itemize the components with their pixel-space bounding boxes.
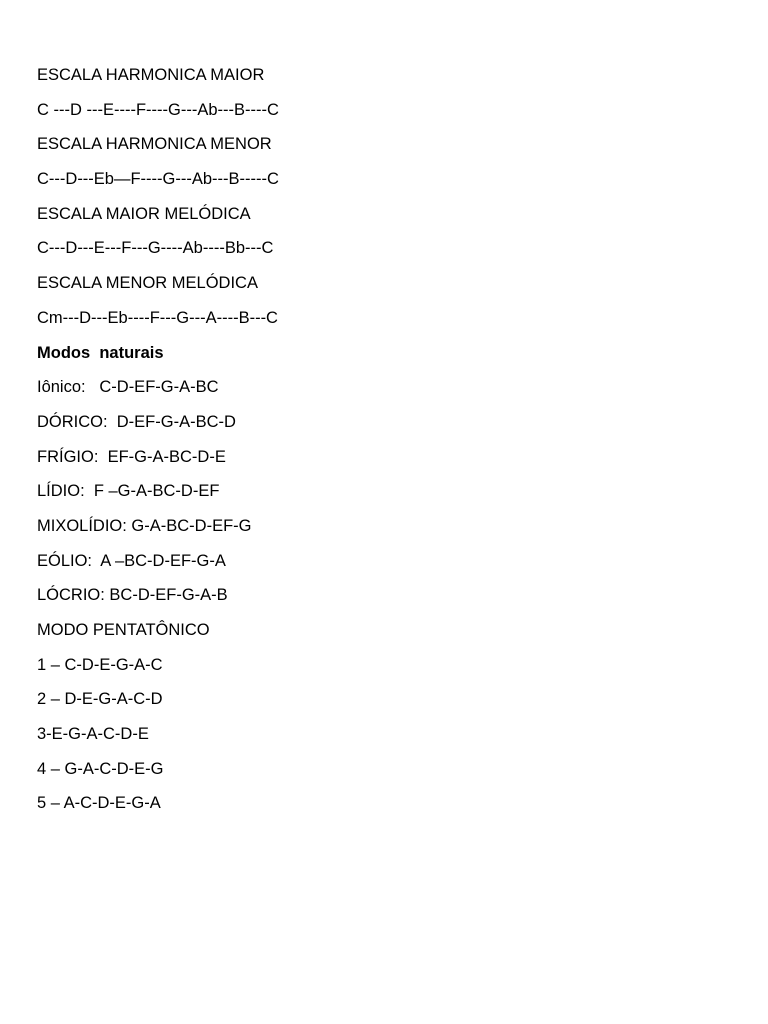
mode-ionico: Iônico: C-D-EF-G-A-BC (37, 378, 219, 397)
scale-notes-harmonica-menor: C---D---Eb—F----G---Ab---B-----C (37, 170, 279, 189)
pentatonic-3: 3-E-G-A-C-D-E (37, 725, 149, 744)
heading-escala-maior-melodica: ESCALA MAIOR MELÓDICA (37, 204, 251, 223)
pentatonic-5: 5 – A-C-D-E-G-A (37, 794, 161, 813)
heading-escala-harmonica-menor: ESCALA HARMONICA MENOR (37, 135, 272, 154)
pentatonic-4: 4 – G-A-C-D-E-G (37, 759, 164, 778)
pentatonic-2: 2 – D-E-G-A-C-D (37, 690, 163, 709)
document-body (37, 64, 279, 827)
heading-escala-harmonica-maior: ESCALA HARMONICA MAIOR (37, 66, 265, 84)
scale-notes-maior-melodica: C---D---E---F---G----Ab----Bb---C (37, 239, 274, 258)
mode-locrio: LÓCRIO: BC-D-EF-G-A-B (37, 586, 228, 605)
heading-escala-menor-melodica: ESCALA MENOR MELÓDICA (37, 274, 258, 293)
heading-modos-naturais: Modos naturais (37, 343, 164, 362)
heading-modo-pentatonico: MODO PENTATÔNICO (37, 621, 210, 639)
scale-notes-harmonica-maior: C ---D ---E----F----G---Ab---B----C (37, 100, 279, 119)
mode-eolio: EÓLIO: A –BC-D-EF-G-A (37, 551, 226, 570)
mode-mixolidio: MIXOLÍDIO: G-A-BC-D-EF-G (37, 516, 252, 535)
pentatonic-1: 1 – C-D-E-G-A-C (37, 655, 163, 674)
mode-frigio: FRÍGIO: EF-G-A-BC-D-E (37, 447, 226, 466)
mode-dorico: DÓRICO: D-EF-G-A-BC-D (37, 412, 236, 431)
scale-notes-menor-melodica: Cm---D---Eb----F---G---A----B---C (37, 308, 278, 327)
mode-lidio: LÍDIO: F –G-A-BC-D-EF (37, 482, 220, 501)
